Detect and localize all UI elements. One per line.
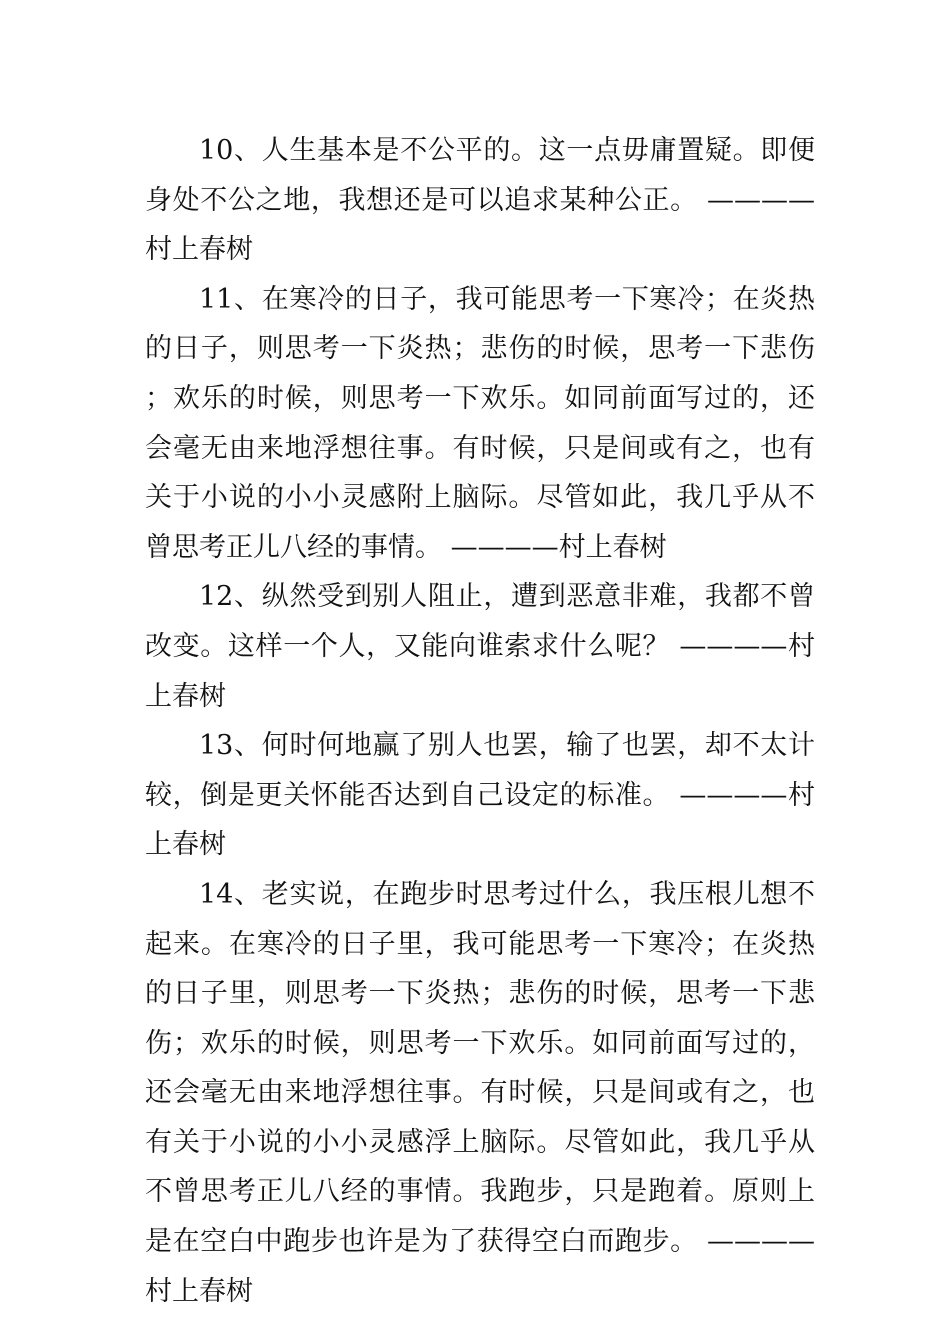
quote-paragraph-14: 14、老实说，在跑步时思考过什么，我压根儿想不起来。在寒冷的日子里，我可能思考一下寒冷；在炎热的日子里，则思考一下炎热；悲伤的时候，思考一下悲伤；欢乐的时候，则思考一下欢乐。如同前面写过的，还会毫无由来地浮想往事。有时候，只是间或有之，也有关于小说的小小灵感浮上脑际。尽管如此，我几乎从不曾思考正儿八经的事情。我跑步，只是跑着。原则上是在空白中跑步也许是为了获得空白而跑步。 ————村上春树 [145,878,815,1307]
document-body [145,126,815,1316]
quote-paragraph-12: 12、纵然受到别人阻止，遭到恶意非难，我都不曾改变。这样一个人，又能向谁索求什么呢？ ————村上春树 [145,581,815,712]
quote-paragraph-11: 11、在寒冷的日子，我可能思考一下寒冷；在炎热的日子，则思考一下炎热；悲伤的时候，思考一下悲伤；欢乐的时候，则思考一下欢乐。如同前面写过的，还会毫无由来地浮想往事。有时候，只是间或有之，也有关于小说的小小灵感附上脑际。尽管如此，我几乎从不曾思考正儿八经的事情。 ————村上春树 [145,283,815,563]
quote-paragraph-10: 10、人生基本是不公平的。这一点毋庸置疑。即便身处不公之地，我想还是可以追求某种公正。 ————村上春树 [145,135,815,266]
quote-paragraph-13: 13、何时何地赢了别人也罢，输了也罢，却不太计较，倒是更关怀能否达到自己设定的标准。 ————村上春树 [145,730,815,861]
